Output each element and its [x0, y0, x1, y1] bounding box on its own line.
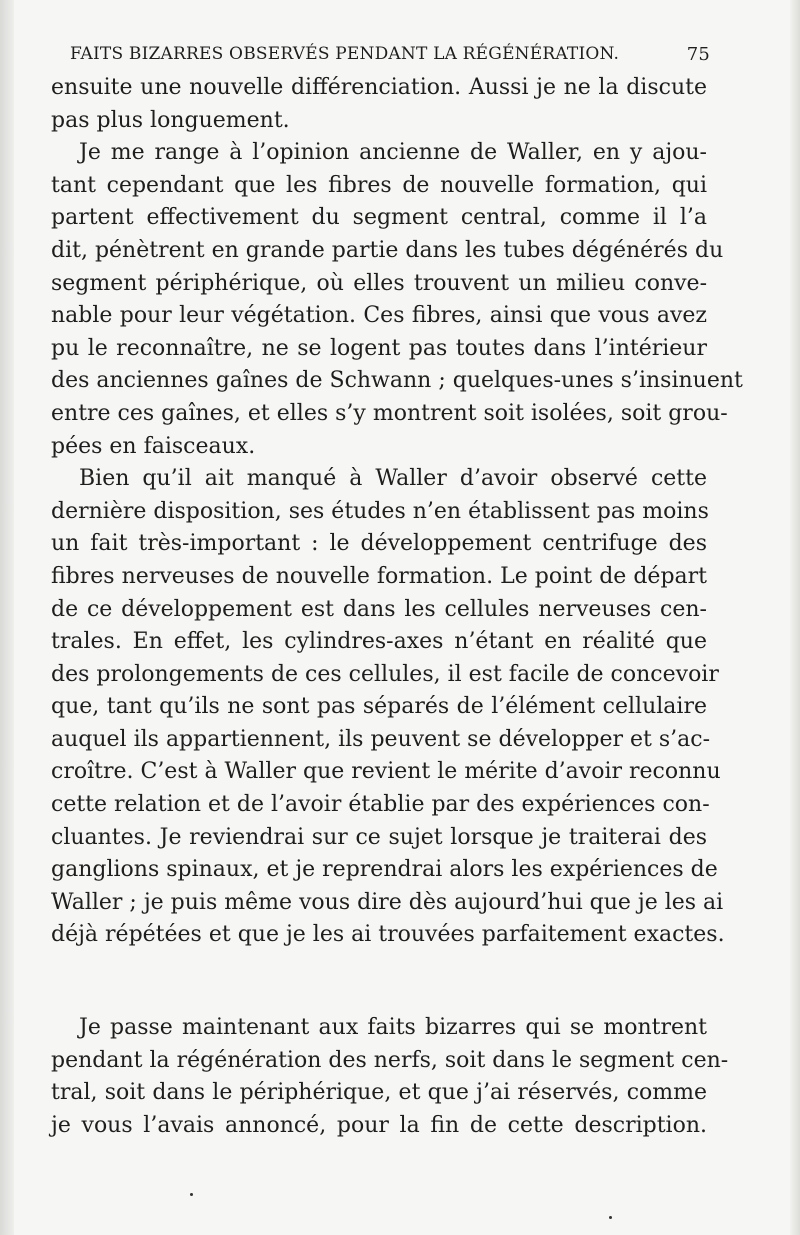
text-line: dernière disposition, ses études n’en établissent pas moins — [51, 498, 709, 524]
page-binding-shadow — [0, 0, 14, 1235]
text-line: un fait très-important : le développement centrifuge des — [51, 531, 707, 557]
text-line: tant cependant que les fibres de nouvelle formation, qui — [51, 172, 707, 198]
text-line: partent effectivement du segment central, comme il l’a — [51, 205, 707, 231]
text-line: Waller ; je puis même vous dire dès aujourd’hui que je les ai — [51, 889, 724, 915]
text-line: pées en faisceaux. — [51, 433, 256, 459]
text-line: Je passe maintenant aux faits bizarres qui se montrent — [79, 1015, 707, 1041]
paragraph-4 — [51, 1012, 729, 1142]
text-line: auquel ils appartiennent, ils peuvent se développer et s’ac- — [51, 726, 711, 752]
running-header — [70, 40, 710, 68]
text-line: des prolongements de ces cellules, il est facile de concevoir — [51, 661, 719, 687]
paragraph-2 — [51, 137, 743, 463]
text-line: Bien qu’il ait manqué à Waller d’avoir observé cette — [79, 466, 707, 492]
text-line: entre ces gaînes, et elles s’y montrent soit isolées, soit grou- — [51, 400, 728, 426]
paragraph-3 — [51, 463, 725, 952]
text-line: nable pour leur végétation. Ces fibres, ainsi que vous avez — [51, 303, 707, 329]
text-line: tral, soit dans le périphérique, et que j’ai réservés, comme — [51, 1080, 707, 1106]
text-line: pas plus longuement. — [51, 107, 290, 133]
text-line: des anciennes gaînes de Schwann ; quelques-unes s’insinuent — [51, 368, 743, 394]
text-line: Je me range à l’opinion ancienne de Waller, en y ajou- — [79, 140, 707, 166]
text-line: cette relation et de l’avoir établie par des expériences con- — [51, 792, 710, 818]
text-line: ganglions spinaux, et je reprendrai alors les expériences de — [51, 857, 718, 883]
text-line: fibres nerveuses de nouvelle formation. Le point de départ — [51, 563, 707, 589]
ink-speck — [190, 1193, 193, 1196]
ink-speck — [609, 1216, 612, 1219]
text-line: dit, pénètrent en grande partie dans les tubes dégénérés du — [51, 237, 724, 263]
text-line: cluantes. Je reviendrai sur ce sujet lorsque je traiterai des — [51, 824, 707, 850]
text-line: je vous l’avais annoncé, pour la fin de cette description. — [51, 1112, 707, 1138]
paragraph-1 — [51, 72, 707, 137]
page-number: 75 — [686, 43, 710, 65]
text-line: que, tant qu’ils ne sont pas séparés de l’élément cellulaire — [51, 694, 707, 720]
text-line: croître. C’est à Waller que revient le mérite d’avoir reconnu — [51, 759, 721, 785]
text-line: trales. En effet, les cylindres-axes n’étant en réalité que — [51, 629, 707, 655]
text-line: ensuite une nouvelle différenciation. Aussi je ne la discute — [51, 75, 707, 100]
text-line: de ce développement est dans les cellules nerveuses cen- — [51, 596, 707, 622]
text-line: déjà répétées et que je les ai trouvées parfaitement exactes. — [51, 922, 725, 948]
body-text — [51, 72, 743, 1142]
text-line: segment périphérique, où elles trouvent un milieu conve- — [51, 270, 707, 296]
text-line: pu le reconnaître, ne se logent pas toutes dans l’intérieur — [51, 335, 707, 361]
page-edge-shadow — [790, 0, 800, 1235]
text-line: pendant la régénération des nerfs, soit dans le segment cen- — [51, 1047, 729, 1073]
section-gap — [51, 952, 707, 1012]
running-title: FAITS BIZARRES OBSERVÉS PENDANT LA RÉGÉNÉRATION. — [70, 44, 620, 64]
